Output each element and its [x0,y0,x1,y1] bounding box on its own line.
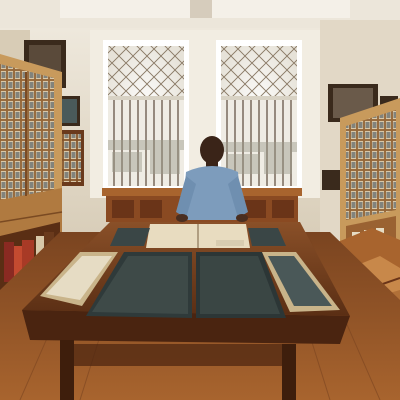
right-hand [236,214,248,222]
ceiling-beam [190,0,212,18]
right-window [216,40,302,190]
head [200,136,224,164]
loose-paper [216,240,244,246]
table-leg-left [60,340,74,400]
left-window [103,40,189,190]
left-hand [176,214,188,222]
table-apron [74,344,282,366]
framed-picture-right-low [322,170,342,190]
table-leg-right [282,344,296,400]
left-display-cabinet [0,54,62,248]
